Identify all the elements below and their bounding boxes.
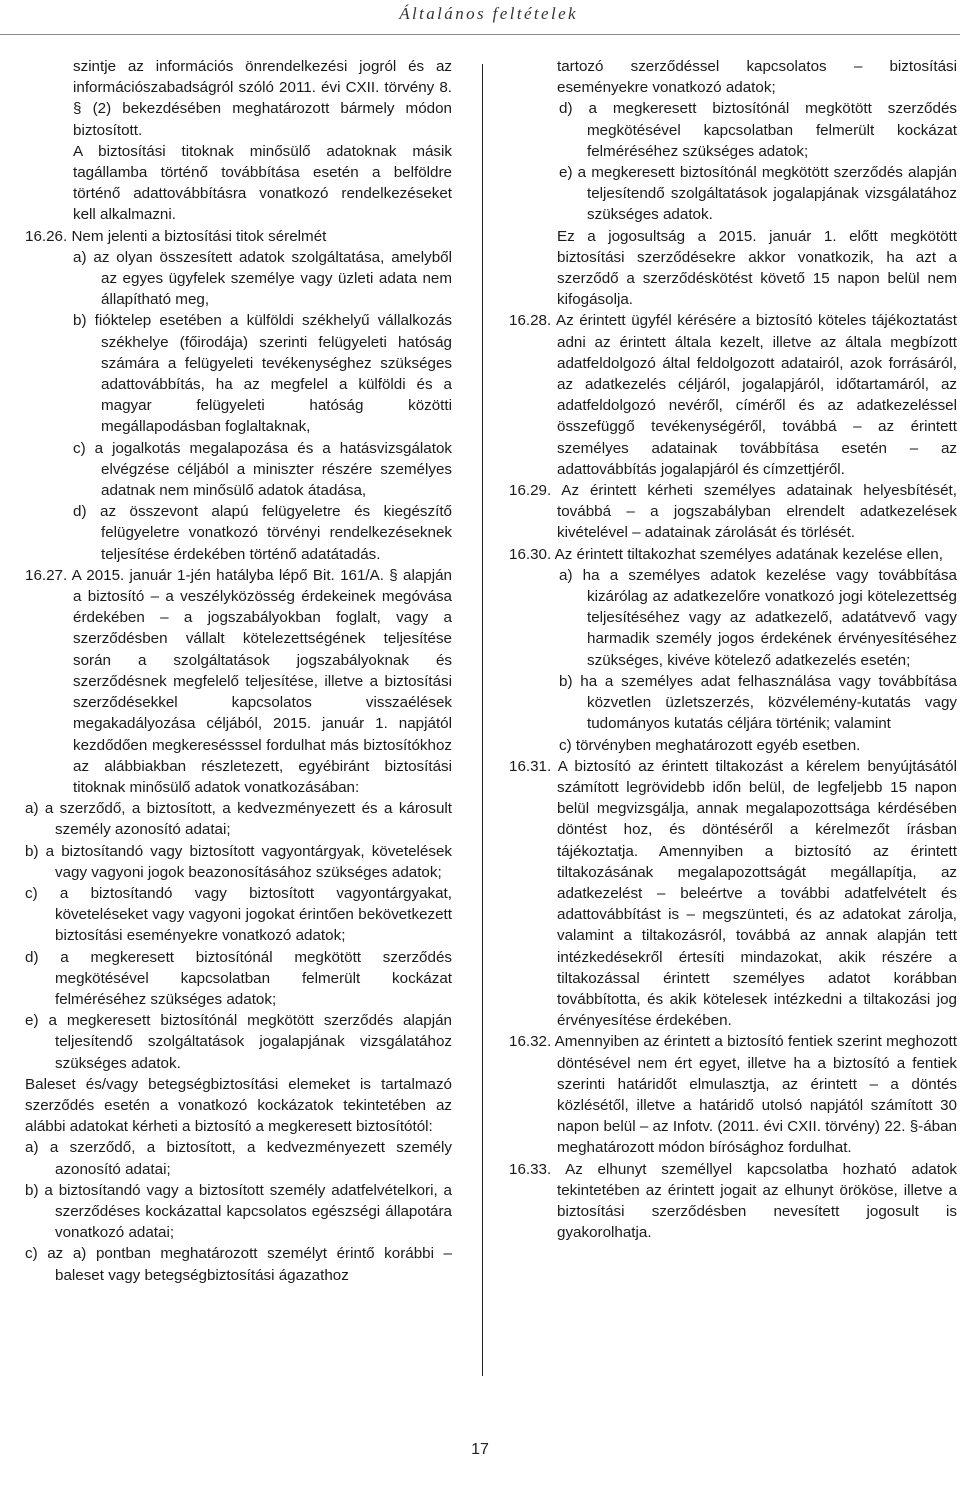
paragraph: A biztosítási titoknak minősülő adatoknak másik tagállamba történő továbbítása esetén a belföldre történő adattovábbításra vonatkozó rendelkezéseket kell alkalmazni. [73, 142, 452, 224]
right-text-column [509, 56, 957, 1243]
paragraph: b) fióktelep esetében a külföldi székhelyű vállalkozás székhelye (főirodája) szerinti felügyeleti hatóság számára a felügyeleti tevékenységhez szükséges adattovábbítás, ha az megfelel a külföldi és a magyar felügyeleti hatóság közötti megállapodásban foglaltaknak, [73, 312, 452, 436]
paragraph: b) a biztosítandó vagy a biztosított személy adatfelvételkori, a szerződéses kockázattal kapcsolatos egészségi állapotára vonatkozó adatai; [25, 1181, 452, 1242]
paragraph: c) a jogalkotás megalapozása és a hatásvizsgálatok elvégzése céljából a miniszter részére személyes adatnak nem minősülő adatok átadása, [73, 439, 452, 500]
column-divider [482, 64, 483, 1376]
paragraph: 16.26. Nem jelenti a biztosítási titok sérelmét [25, 227, 327, 245]
paragraph: d) a megkeresett biztosítónál megkötött szerződés megkötésével kapcsolatban felmerült kockázat felméréséhez szükséges adatok; [25, 948, 452, 1008]
paragraph: a) a szerződő, a biztosított, a kedvezményezett személy azonosító adatai; [25, 1139, 452, 1178]
paragraph: 16.29. Az érintett kérheti személyes adatainak helyesbítését, továbbá – a jogszabályban elrendelt adatkezelések kivételével – adatainak zárolását és törlését. [509, 482, 957, 542]
paragraph: tartozó szerződéssel kapcsolatos – biztosítási eseményekre vonatkozó adatok; [557, 58, 957, 97]
paragraph: Baleset és/vagy betegségbiztosítási elemeket is tartalmazó szerződés esetén a vonatkozó kockázatok tekintetében az alábbi adatokat kérheti a biztosító a megkeresett biztosítótól: [25, 1075, 452, 1136]
paragraph: 16.32. Amennyiben az érintett a biztosító fentiek szerint meghozott döntésével nem ért egyet, illetve ha a biztosító a fentiek szerinti határidőt elmulasztja, az érintett – a döntés közlésétől, illetve a határidő utolsó napjától számított 30 napon belül – az Infotv. (2011. évi CXII. törvény) 22. §-ában meghatározott módon bírósághoz fordulhat. [509, 1033, 957, 1157]
paragraph: e) a megkeresett biztosítónál megkötött szerződés alapján teljesítendő szolgáltatások jogalapjának vizsgálatához szükséges adatok. [25, 1012, 452, 1072]
paragraph: Ez a jogosultság a 2015. január 1. előtt megkötött biztosítási szerződésekre akkor vonatkozik, ha azt a szerződő a szerződéskötést követő 15 napon belül nem kifogásolja. [557, 227, 957, 309]
paragraph: c) az a) pontban meghatározott személyt érintő korábbi – baleset vagy betegségbiztosítási ágazathoz [25, 1245, 452, 1284]
page-number: 17 [471, 1441, 489, 1458]
paragraph: szintje az információs önrendelkezési jogról és az információszabadságról szóló 2011. évi CXII. törvény 8. § (2) bekezdésében meghatározott bármely módon biztosított. [73, 58, 452, 139]
paragraph: a) az olyan összesített adatok szolgáltatása, amelyből az egyes ügyfelek személye vagy üzleti adata nem állapítható meg, [73, 248, 452, 309]
paragraph: 16.31. A biztosító az érintett tiltakozást a kérelem benyújtásától számított legrövidebb időn belül, de legfeljebb 15 napon belül megvizsgálja, annak megalapozottsága kérdésében döntést hoz, és döntéséről a kérelmezőt írásban tájékoztatja. Amennyiben a biztosító az érintett tiltakozásának megalapozottságát megállapítja, az adatkezelést – beleértve a további adatfelvételt és adattovábbítást is – megszünteti, és az adatokat zárolja, valamint a tiltakozásról, továbbá az annak alapján tett intézkedésekről értesíti mindazokat, akik részére a tiltakozással érintett személyes adatot korábban továbbította, és akik kötelesek intézkedni a tiltakozási jog érvényesítése érdekében. [509, 757, 957, 1030]
paragraph: d) az összevont alapú felügyeletre és kiegészítő felügyeletre vonatkozó törvényi rendelkezéseknek teljesítése érdekében történő adatátadás. [73, 503, 452, 563]
paragraph: e) a megkeresett biztosítónál megkötött szerződés alapján teljesítendő szolgáltatások jogalapjának vizsgálatához szükséges adatok. [559, 164, 957, 224]
left-text-column [25, 56, 452, 1286]
paragraph: c) a biztosítandó vagy biztosított vagyontárgyakat, követeléseket vagy vagyoni jogokat érintően bekövetkezett biztosítási eseményekre vonatkozó adatok; [25, 884, 452, 945]
header-rule [0, 34, 960, 35]
paragraph: b) a biztosítandó vagy biztosított vagyontárgyak, követelések vagy vagyoni jogok beazonosításához szükséges adatok; [25, 842, 452, 881]
running-header-title: Általános feltételek [399, 4, 578, 23]
paragraph: d) a megkeresett biztosítónál megkötött szerződés megkötésével kapcsolatban felmerült kockázat felméréséhez szükséges adatok; [559, 100, 957, 160]
paragraph: b) ha a személyes adat felhasználása vagy továbbítása közvetlen üzletszerzés, közvélemény-kutatás vagy tudományos kutatás céljára történik; valamint [559, 672, 957, 733]
paragraph: a) ha a személyes adatok kezelése vagy továbbítása kizárólag az adatkezelőre vonatkozó jogi kötelezettség teljesítéséhez vagy az adatkezelő, adatátvevő vagy harmadik személy jogos érdekének érvényesítéséhez szükséges, kivéve kötelező adatkezelés esetén; [559, 566, 957, 669]
paragraph: 16.30. Az érintett tiltakozhat személyes adatának kezelése ellen, [509, 545, 943, 563]
paragraph: 16.28. Az érintett ügyfél kérésére a biztosító köteles tájékoztatást adni az érintett általa kezelt, illetve az általa megbízott adatfeldolgozó által feldolgozott adatairól, azok forrásáról, az adatkezelés céljáról, jogalapjáról, időtartamáról, az adatfeldolgozó nevéről, címéről és az adatkezeléssel összefüggő tevékenységéről, továbbá – az érintett személyes adatainak továbbítása esetén – az adattovábbítás jogalapjáról és címzettjéről. [509, 312, 957, 478]
paragraph: 16.33. Az elhunyt személlyel kapcsolatba hozható adatok tekintetében az érintett jogait az elhunyt örököse, illetve a biztosítási szerződésben nevesített jogosult is gyakorolhatja. [509, 1160, 957, 1242]
paragraph: a) a szerződő, a biztosított, a kedvezményezett és a károsult személy azonosító adatai; [25, 800, 452, 839]
paragraph: 16.27. A 2015. január 1-jén hatályba lépő Bit. 161/A. § alapján a biztosító – a veszélyközösség érdekeinek megóvása érdekében – a jogszabályokban foglalt, vagy a szerződésben vállalt kötelezettségének teljesítése során a szolgáltatások jogszabályoknak és szerződésnek megfelelő teljesítése, illetve a biztosítási szerződésekkel kapcsolatos visszaélések megakadályozása céljából, 2015. január 1. napjától kezdődően megkeresésssel fordulhat más biztosítókhoz az alábbiakban részletezett, egyébiránt biztosítási titoknak minősülő adatok vonatkozásában: [25, 566, 452, 796]
paragraph: c) törvényben meghatározott egyéb esetben. [559, 736, 861, 754]
